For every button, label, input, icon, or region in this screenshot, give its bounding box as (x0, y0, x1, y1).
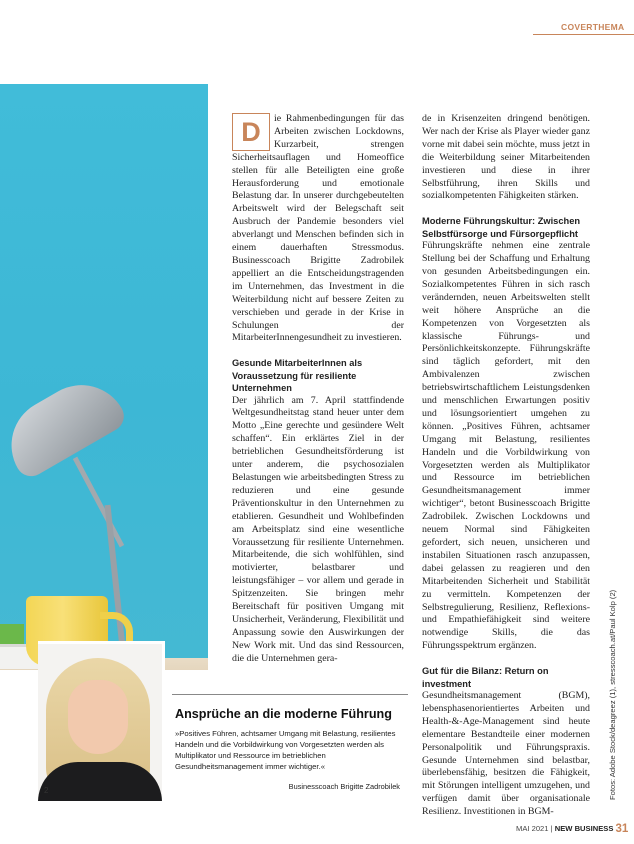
footer-separator: | (550, 824, 553, 833)
body-paragraph-2: de in Krisenzeiten dringend benötigen. Wer nach der Krise als Player wieder ganz vorne mit dabei sein möchte, muss jetzt in die Weiterbildung seiner Mitarbeitenden investieren und diese in ihrer Selbstführung, ihren Skills und sozialkompetenten Fähigkeiten stärken. (422, 113, 590, 202)
body-paragraph-3: Führungskräfte nehmen eine zentrale Stellung bei der Schaffung und Erhaltung von gesunden Arbeitsbedingungen ein. Sozialkompetentes Führen in sich rasch verändernden, neuen Arbeitswelten stellt weit höhere Ansprüche an die Kompetenzen von Vorgesetzten als klassische Führungs- und Persönlichkeitskonzepte. Führungskräfte sind täglich gefordert, mit den Ambivalenzen zwischen betriebswirtschaftlichem Leistungsdenken und menschlichen Erwartungen positiv und lösungsorientiert umgehen zu können. „Positives Führen, achtsamer Umgang mit Belastung, resilientes Handeln und die Vorbildwirkung von Vorgesetzten werden als Multiplikator und Ressource im betrieblichen Gesundheitsmanagement immer wichtiger“, betont Businesscoach Brigitte Zadrobilek. Zwischen Lockdowns und neuem Normal sind Fähigkeiten gefordert, sich neuen, unsicheren und instabilen Situationen rasch anzupassen, dabei gelassen zu reagieren und den Mitarbeitenden Sicherheit und Stabilität zu vermitteln. Kompetenzen der Selbstregulierung, Resilienz, Reflexions- und Empathiefähigkeit sind weitere notwendige Skills, die das Führungsspektrum ergänzen. (422, 240, 590, 652)
portrait-photo (38, 641, 165, 801)
quote-attribution: Businesscoach Brigitte Zadrobilek (288, 782, 400, 791)
subheading-2: Moderne Führungskultur: Zwischen Selbstfürsorge und Fürsorgepflicht (422, 216, 581, 239)
section-label: COVERTHEMA (561, 22, 625, 32)
lamp-upper-arm (73, 457, 124, 548)
quote-box-title: Ansprüche an die moderne Führung (175, 707, 392, 721)
page-number: 31 (615, 823, 629, 835)
body-paragraph-4: Gesundheitsmanagement (BGM), lebensphasenorientiertes Arbeiten und Health-&-Age-Management sind heute elementare Bestandteile einer modernen Personalpolitik und Führungspraxis. Gesunde Unternehmen sind belastbar, überlebensfähig, besitzen die Fähigkeit, mit Störungen intelligent umzugehen, und verfügen damit über organisationale Resilienz. Investitionen in BGM- (422, 689, 590, 818)
photo-credit: Fotos: Adobe Stock/deagreez (1), stresscoach.at/Paul Kolp (2) (608, 589, 617, 800)
subheading-3: Gut für die Bilanz: Return on investment (422, 666, 549, 689)
section-rule (533, 34, 634, 35)
article-column-1 (232, 113, 404, 666)
article-column-2 (422, 113, 590, 819)
page-footer (516, 823, 628, 835)
lamp-head (0, 368, 129, 482)
drop-cap: D (232, 113, 270, 151)
subheading-1: Gesunde MitarbeiterInnen als Voraussetzung für resiliente Unternehmen (232, 358, 363, 394)
quote-box-text: »Positives Führen, achtsamer Umgang mit Belastung, resilientes Handeln und die Vorbildwirkung von Vorgesetzten werden als Multiplikator und Ressource im betrieblichen Gesundheitsmanagement immer wichtiger.« (175, 729, 396, 771)
portrait-shoulders (38, 762, 162, 801)
body-paragraph-1: Der jährlich am 7. April stattfindende Weltgesundheitstag stand heuer unter dem Motto „Eine gerechte und gesündere Welt schaffen“. Ein erklärtes Ziel in der betrieblichen Gesundheitsförderung ist unter anderem, die psychosozialen Belastungen wie arbeitsbedingten Stress zu reduzieren und eine gesunde Präventionskultur in den Unternehmen zu etablieren. Gesundheit und Wohlbefinden am Arbeitsplatz sind eine wesentliche Voraussetzung für resiliente Unternehmen. Mitarbeitende, die sich wohlfühlen, sind motivierter, belastbarer und leistungsfähiger – vor allem und gerade in Spitzenzeiten. Sie bringen mehr Bereitschaft für positiven Umgang mit Unsicherheit, Veränderung, Flexibilität und Anpassung sowie den Auswirkungen der New Work mit. Und das sind Ressourcen, die die Unternehmen gera- (232, 394, 404, 664)
intro-paragraph: ie Rahmenbedingungen für das Arbeiten zwischen Lockdowns, Kurzarbeit, strengen Sicherheitsauflagen und Homeoffice stellen für alle Beteiligten eine große Herausforderung und emotionale Belastung dar. In unserer durchgebeutelten Arbeitswelt wird der Belegschaft seit Ausbruch der Pandemie besonders viel abverlangt und Menschen befinden sich in einem dauerhaften Stressmodus. Businesscoach Brigitte Zadrobilek appelliert an die Entscheidungstragenden im Unternehmen, das Investment in die Weiterbildung nicht auf bessere Zeiten zu verschieben und gerade in der Krise in Schulungen der MitarbeiterInnengesundheit zu investieren. (232, 113, 404, 344)
portrait-face (68, 680, 128, 754)
footer-issue: MAI 2021 (516, 824, 549, 833)
quote-box-rule (172, 694, 408, 695)
portrait-number: 2 (44, 786, 49, 795)
footer-brand: NEW BUSINESS (554, 824, 614, 833)
desk-lamp-photo (0, 84, 208, 670)
